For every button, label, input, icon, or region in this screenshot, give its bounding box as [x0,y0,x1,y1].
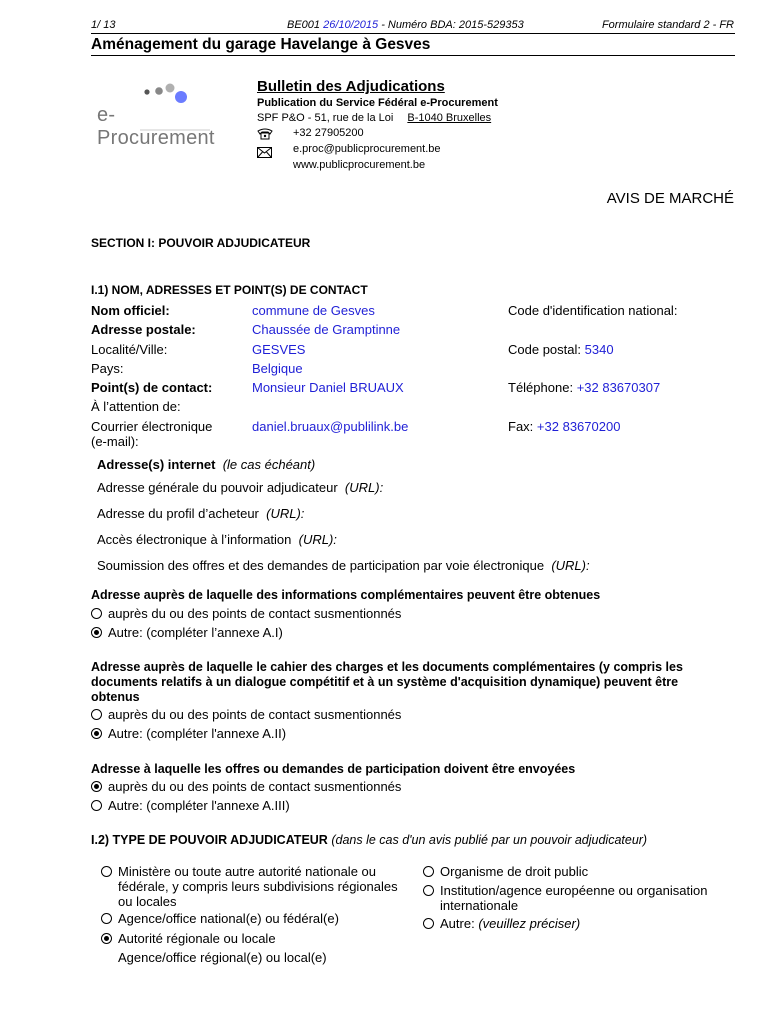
internet-note: (le cas échéant) [222,457,316,472]
type-institution-europeenne[interactable] [423,883,707,898]
radio-checked-icon[interactable] [91,627,102,638]
q1-option-contact[interactable] [91,606,401,621]
q2-title-line-2: documents relatifs à un dialogue compétitif et à un système d'acquisition dynamique) peuvent être [91,675,679,689]
type-autre-note: (veuillez préciser) [478,916,581,931]
fax [508,419,620,434]
localite-value: GESVES [252,342,306,357]
envelope-icon [257,145,272,156]
bulletin-phone: +32 27905200 [293,127,364,139]
q3-title: Adresse à laquelle les offres ou demandes de participation doivent être envoyées [91,762,576,776]
fax-label: Fax: [508,419,534,434]
q2-option-contact-label: auprès du ou des points de contact susmentionnés [108,707,402,722]
bulletin-website[interactable]: www.publicprocurement.be [293,159,426,171]
radio-unchecked-icon[interactable] [91,800,102,811]
section-title: SECTION I: POUVOIR ADJUDICATEUR [91,236,311,250]
reference-prefix: BE001 [287,19,321,31]
url-acces [97,532,337,547]
subsection-i2-title: I.2) TYPE DE POUVOIR ADJUDICATEUR [91,833,328,847]
type-ministere-label-2: fédérale, y compris leurs subdivisions régionales [118,879,398,894]
header-divider [91,33,735,34]
q2-title-line-1: Adresse auprès de laquelle le cahier des charges et les documents complémentaires (y compris les [91,660,683,674]
internet-heading [97,457,315,472]
code-postal [508,342,614,357]
q1-title: Adresse auprès de laquelle des informations complémentaires peuvent être obtenues [91,588,601,602]
adresse-value: Chaussée de Gramptinne [252,322,401,337]
type-autre[interactable] [423,916,580,931]
form-name: Formulaire standard 2 - FR [601,19,734,31]
courrier-label-2: (e-mail): [91,434,139,449]
url-general-suffix: (URL): [344,480,384,495]
bulletin-subtitle: Publication du Service Fédéral e-Procurement [257,97,498,109]
type-organisme-public-label: Organisme de droit public [440,864,589,879]
type-autorite-regionale-label: Autorité régionale ou locale [118,931,276,946]
q1-option-autre-label: Autre: (compléter l’annexe A.I) [108,625,283,640]
type-ministere[interactable] [101,864,376,879]
subsection-i2-heading [91,833,647,847]
bulletin-street: SPF P&O - 51, rue de la Loi [257,112,394,124]
radio-unchecked-icon[interactable] [423,918,434,929]
q2-option-autre[interactable] [91,726,286,741]
q2-option-autre-label: Autre: (compléter l'annexe A.II) [108,726,287,741]
radio-checked-icon[interactable] [91,728,102,739]
subsection-i2-note: (dans le cas d'un avis publié par un pouvoir adjudicateur) [331,833,648,847]
type-organisme-public[interactable] [423,864,588,879]
notice-type: AVIS DE MARCHÉ [606,190,734,207]
url-profil-suffix: (URL): [266,506,305,521]
document-title: Aménagement du garage Havelange à Gesves [91,36,431,53]
type-agence-regionale-label: Agence/office régional(e) ou local(e) [118,950,327,965]
publication-date: 26/10/2015 [323,19,379,31]
q1-option-autre[interactable] [91,625,283,640]
nom-label: Nom officiel: [91,303,170,318]
type-autorite-regionale[interactable] [101,931,276,946]
url-general-label: Adresse générale du pouvoir adjudicateur [97,480,338,495]
url-general [97,480,383,495]
eprocurement-logo [92,82,227,149]
radio-unchecked-icon[interactable] [91,608,102,619]
attention-label: À l’attention de: [91,399,181,414]
type-institution-europeenne-label-1: Institution/agence européenne ou organisation [440,883,708,898]
radio-unchecked-icon[interactable] [91,709,102,720]
q3-option-contact-label: auprès du ou des points de contact susmentionnés [108,779,402,794]
contact-label: Point(s) de contact: [91,380,213,395]
url-acces-label: Accès électronique à l’information [97,532,292,547]
reference [287,19,524,31]
subsection-i1-title: I.1) NOM, ADRESSES ET POINT(S) DE CONTACT [91,283,368,297]
radio-checked-icon[interactable] [91,781,102,792]
courrier-value[interactable]: daniel.bruaux@publilink.be [252,419,409,434]
type-ministere-label-1: Ministère ou toute autre autorité nationale ou [118,864,377,879]
type-agence-nationale[interactable] [101,911,339,926]
pays-label: Pays: [91,361,124,376]
radio-unchecked-icon[interactable] [423,885,434,896]
telephone [508,380,660,395]
reference-suffix: - Numéro BDA: 2015-529353 [378,19,524,31]
code-postal-label: Code postal: [508,342,581,357]
q1-option-contact-label: auprès du ou des points de contact susmentionnés [108,606,402,621]
url-profil-label: Adresse du profil d’acheteur [97,506,259,521]
url-soumission [97,558,590,573]
bulletin-city: B-1040 Bruxelles [407,112,492,124]
internet-label: Adresse(s) internet [97,457,216,472]
q2-title-line-3: obtenus [91,690,140,704]
fax-value: +32 83670200 [536,419,621,434]
radio-unchecked-icon[interactable] [423,866,434,877]
localite-label: Localité/Ville: [91,342,168,357]
bulletin-title: Bulletin des Adjudications [257,78,445,95]
radio-unchecked-icon[interactable] [101,866,112,877]
url-soumission-suffix: (URL): [551,558,590,573]
contact-value: Monsieur Daniel BRUAUX [252,380,404,395]
q3-option-autre[interactable] [91,798,290,813]
type-autre-label: Autre: [440,916,475,931]
q2-option-contact[interactable] [91,707,401,722]
nom-value: commune de Gesves [252,303,375,318]
code-id-label: Code d'identification national: [508,303,678,318]
page-number: 1/ 13 [91,19,116,31]
bulletin-address [257,112,491,124]
courrier-label-1: Courrier électronique [91,419,213,434]
title-divider [91,55,735,56]
q3-option-contact[interactable] [91,779,401,794]
type-ministere-label-3: ou locales [118,894,177,909]
type-institution-europeenne-label-2: internationale [440,898,519,913]
url-acces-suffix: (URL): [298,532,337,547]
type-agence-nationale-label: Agence/office national(e) ou fédéral(e) [118,911,339,926]
url-soumission-label: Soumission des offres et des demandes de participation par voie électronique [97,558,545,573]
telephone-label: Téléphone: [508,380,574,395]
radio-unchecked-icon[interactable] [101,913,112,924]
adresse-label: Adresse postale: [91,322,196,337]
telephone-value: +32 83670307 [576,380,661,395]
radio-checked-icon[interactable] [101,933,112,944]
url-profil [97,506,304,521]
phone-icon [257,127,273,139]
logo-text: e-Procurement [97,104,215,149]
bulletin-email[interactable]: e.proc@publicprocurement.be [293,143,441,155]
pays-value: Belgique [252,361,303,376]
code-postal-value: 5340 [584,342,614,357]
q3-option-autre-label: Autre: (compléter l'annexe A.III) [108,798,290,813]
